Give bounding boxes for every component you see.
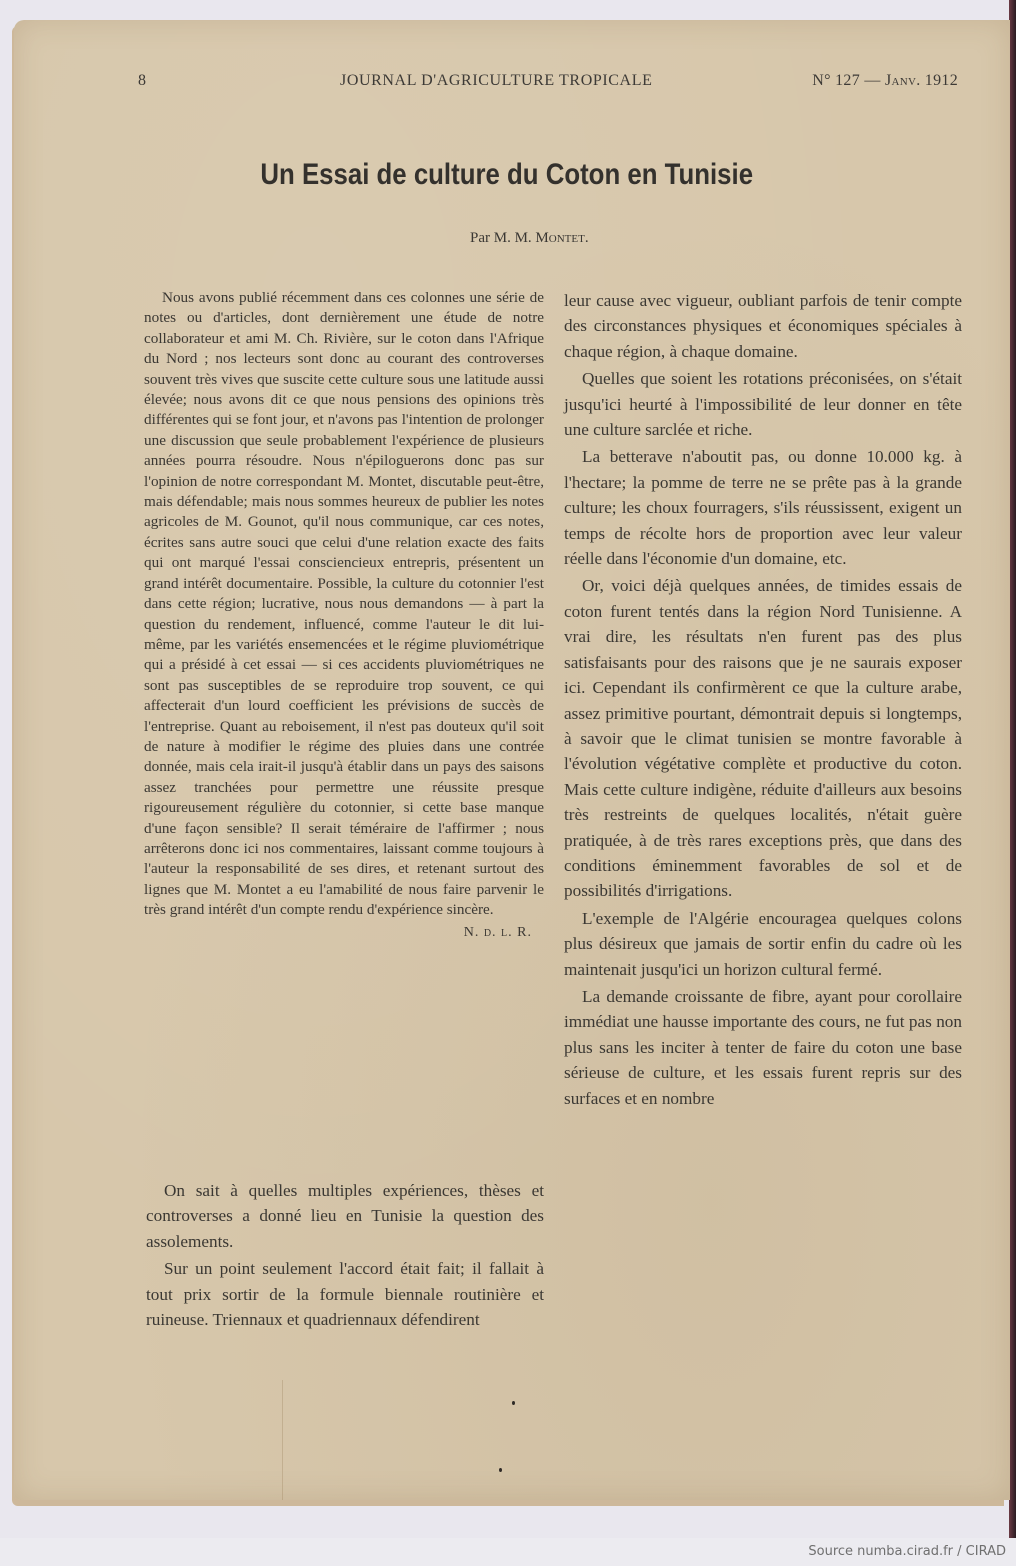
editorial-signature: N. d. l. R. bbox=[463, 924, 532, 940]
paragraph: On sait à quelles multiples expériences, thèses et controverses a donné lieu en Tunisie la question des assolements. bbox=[146, 1181, 544, 1251]
paragraph: Sur un point seulement l'accord était fait; il fallait à tout prix sortir de la formule biennale routinière et ruineuse. Triennaux et quadriennaux défendirent bbox=[146, 1259, 544, 1330]
editorial-note bbox=[144, 288, 544, 945]
paragraph: La betterave n'aboutit pas, ou donne 10.000 kg. à l'hectare; la pomme de terre ne se prête pas à la grande culture; les choux fourragers, s'ils réussissent, exigent un temps de récolte hors de proportion avec leur valeur réelle dans l'économie d'un domaine, etc. bbox=[564, 447, 962, 569]
paper-fold-mark bbox=[282, 1380, 283, 1500]
issue-year: 1912 bbox=[920, 72, 958, 89]
ink-speck bbox=[512, 1401, 515, 1405]
right-column-body bbox=[564, 288, 962, 1111]
page-number: 8 bbox=[138, 72, 147, 89]
issue-info bbox=[812, 72, 958, 90]
byline-author: Montet bbox=[535, 230, 585, 246]
paragraph: Quelles que soient les rotations préconisées, on s'était jusqu'ici heurté à l'impossibilité de leur donner en tête une culture sarclée et riche. bbox=[564, 369, 962, 440]
source-credit: Source numba.cirad.fr / CIRAD bbox=[808, 1544, 1006, 1559]
article-byline bbox=[470, 230, 589, 247]
running-header bbox=[138, 72, 958, 94]
paragraph: Or, voici déjà quelques années, de timides essais de coton furent tentés dans la région Nord Tunisienne. A vrai dire, les résultats n'en furent pas des plus satisfaisants pour des raisons que je ne saurais exposer ici. Cependant ils confirmèrent ce que la culture arabe, assez primitive pourtant, démontrait depuis si longtemps, à savoir que le climat tunisien se montre favorable à l'évolution végétative complète et productive du coton. Mais cette culture indigène, réduite d'ailleurs aux besoins très restreints de quelques localités, n'était guère pratiquée, à de très rares exceptions près, que dans des conditions éminemment favorables de sol et de possibilités d'irrigations. bbox=[564, 576, 962, 901]
byline-suffix: . bbox=[584, 230, 589, 246]
journal-name: JOURNAL D'AGRICULTURE TROPICALE bbox=[340, 72, 653, 89]
ink-speck bbox=[499, 1468, 502, 1472]
left-column-body bbox=[146, 1178, 544, 1332]
issue-month: Janv. bbox=[884, 72, 921, 89]
paragraph: La demande croissante de fibre, ayant pour corollaire immédiat une hausse importante des cours, ne fut pas non plus sans les inciter à tenter de faire du coton une base sérieuse de culture, et les essais furent repris sur des surfaces et en nombre bbox=[564, 986, 962, 1108]
editorial-note-text: Nous avons publié récemment dans ces colonnes une série de notes ou d'articles, dont dernièrement une étude de notre collaborateur et ami M. Ch. Rivière, sur le coton dans l'Afrique du Nord ; nos lecteurs sont donc au courant des controverses souvent très vives que suscite cette culture sous une latitude aussi élevée; nous avons dit ce que nous pensions des opinions très différentes qui se font jour, et n'avons pas l'intention de prolonger une discussion que seule probablement l'expérience de plusieurs années pourra résoudre. Nous n'épiloguerons donc pas sur l'opinion de notre correspondant M. Montet, discutable peut-être, mais défendable; mais nous sommes heureux de publier les notes agricoles de M. Gounot, qu'il nous communique, car ces notes, écrites sans autre souci que celui d'une relation exacte des faits qui ont marqué l'essai consciencieux entrepris, présentent un grand intérêt documentaire. Possible, la culture du cotonnier l'est dans cette région; lucrative, nous nous demandons — à part la question du rendement, influencé, comme l'auteur le dit lui-même, par les variétés ensemencées et le régime pluviométrique qui a présidé à cet essai — si ces accidents pluviométriques ne sont pas susceptibles de se reproduire trop souvent, ce qui affecterait d'un lourd coefficient les prévisions de succès de l'entreprise. Quant au reboisement, il n'est pas douteux qu'il soit de nature à modifier le régime des pluies dans une contrée donnée, mais cela irait-il jusqu'à établir dans un pays des saisons assez tranchées pour permettre une réussite presque rigoureusement régulière du cotonnier, si cette base manque d'une façon sensible? Il serait téméraire de l'affirmer ; nous arrêterons donc ici nos commentaires, laissant comme toujours à l'auteur la responsabilité de ses dires, et retenant surtout des lignes que M. Montet a eu l'amabilité de nous faire parvenir le très grand intérêt d'un compte rendu d'expérience sincère. bbox=[144, 289, 544, 919]
byline-prefix: Par M. M. bbox=[470, 230, 536, 246]
paragraph-continuation: leur cause avec vigueur, oubliant parfois de tenir compte des circonstances physiques et économiques spéciales à chaque région, à chaque domaine. bbox=[564, 291, 962, 361]
issue-number: N° 127 — bbox=[812, 72, 885, 89]
book-spine-edge bbox=[1009, 0, 1016, 1538]
article-title: Un Essai de culture du Coton en Tunisie bbox=[260, 158, 754, 191]
paragraph: L'exemple de l'Algérie encouragea quelques colons plus désireux que jamais de sortir enfin du cadre où les maintenait jusqu'ici un horizon cultural fermé. bbox=[564, 908, 962, 979]
